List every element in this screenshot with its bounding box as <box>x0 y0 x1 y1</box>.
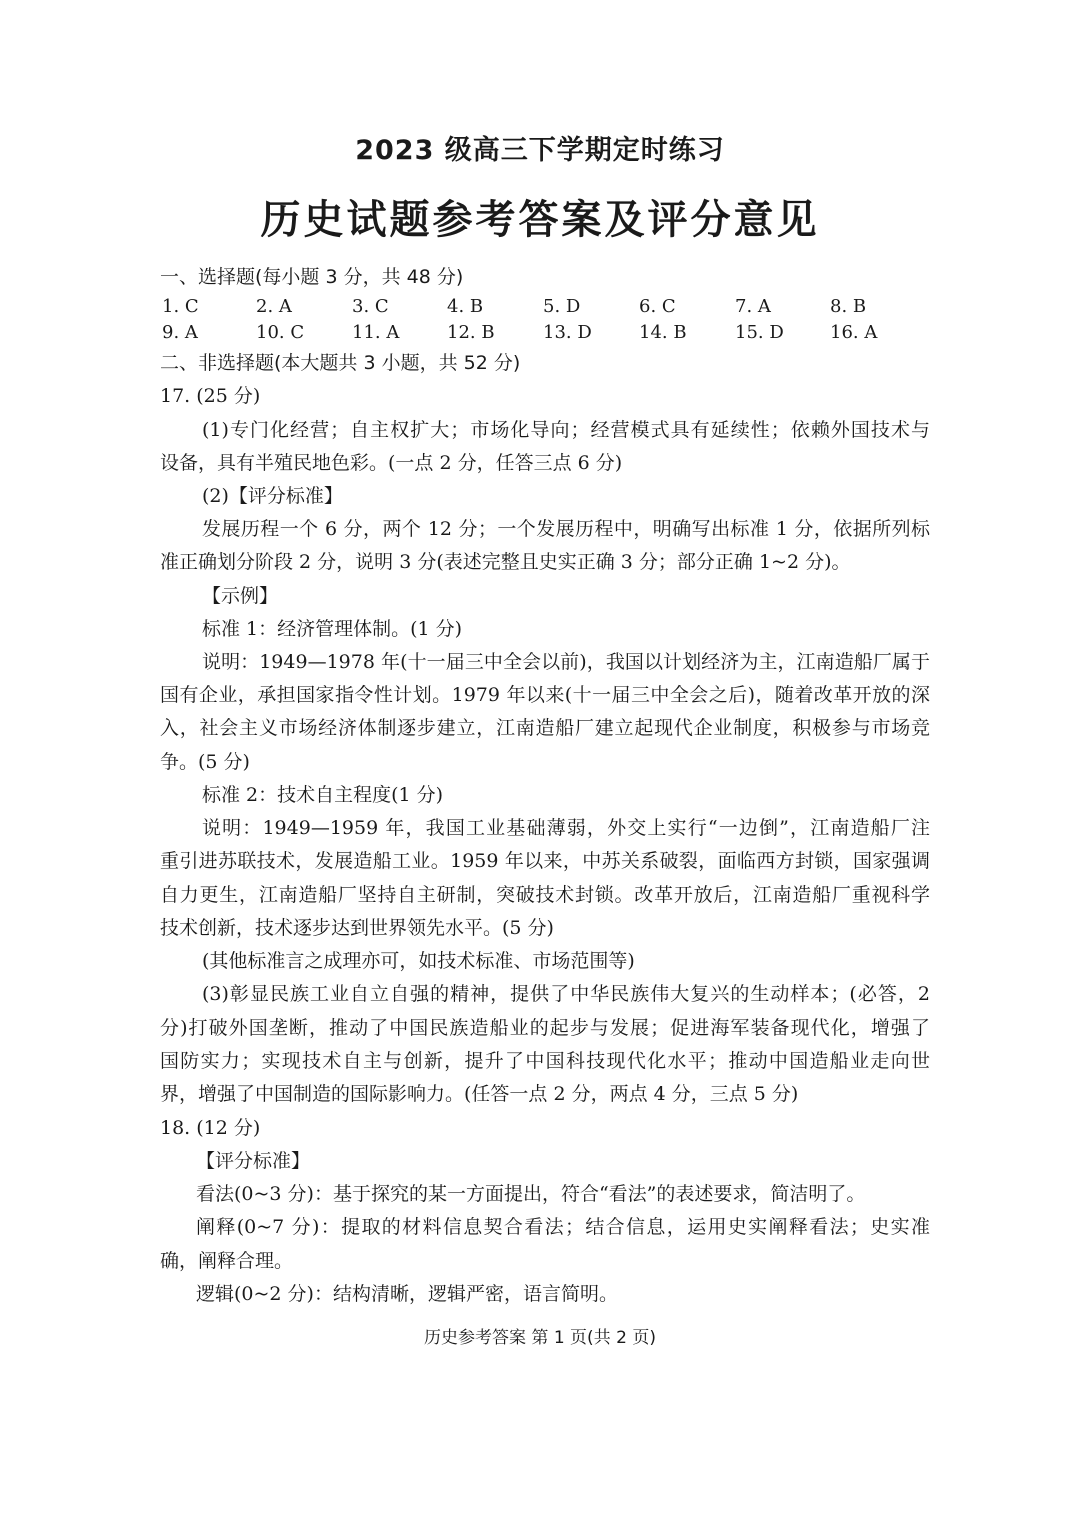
answer-item: 5. D <box>543 296 581 317</box>
section2-heading: 二、非选择题(本大题共 3 小题，共 52 分) <box>160 352 521 374</box>
answer-item: 12. B <box>447 322 495 343</box>
q17-explanation-2-line: 技术创新，技术逐步达到世界领先水平。(5 分) <box>160 917 554 939</box>
q17-other-note: (其他标准言之成理亦可，如技术标准、市场范围等) <box>202 950 635 972</box>
answer-item: 8. B <box>830 296 867 317</box>
q18-explain-line: 确，阐释合理。 <box>160 1250 294 1272</box>
answer-item: 15. D <box>735 322 784 343</box>
q17-part3-line: 分)打破外国垄断，推动了中国民族造船业的起步与发展；促进海军装备现代化，增强了 <box>160 1017 930 1039</box>
q17-part2-line: 准正确划分阶段 2 分，说明 3 分(表述完整且史实正确 3 分；部分正确 1~2 分)。 <box>160 551 851 573</box>
q18-criteria-label: 【评分标准】 <box>196 1150 311 1172</box>
answer-item: 6. C <box>639 296 676 317</box>
answers-row-1 <box>160 296 930 320</box>
page-footer: 历史参考答案 第 1 页(共 2 页) <box>424 1328 656 1348</box>
answer-item: 16. A <box>830 322 878 343</box>
q17-part1-line: 设备，具有半殖民地色彩。(一点 2 分，任答三点 6 分) <box>160 452 623 474</box>
q17-explanation-1-line: 入，社会主义市场经济体制逐步建立，江南造船厂建立起现代企业制度，积极参与市场竞 <box>160 717 930 739</box>
answer-item: 3. C <box>352 296 389 317</box>
q18-label: 18. (12 分) <box>160 1117 261 1139</box>
section1-heading: 一、选择题(每小题 3 分，共 48 分) <box>160 266 464 288</box>
answer-item: 11. A <box>352 322 400 343</box>
answer-item: 10. C <box>256 322 305 343</box>
q17-explanation-1-line: 国有企业，承担国家指令性计划。1979 年以来(十一届三中全会之后)，随着改革开放的深 <box>160 684 930 706</box>
q17-part2-line: 发展历程一个 6 分，两个 12 分；一个发展历程中，明确写出标准 1 分，依据所列标 <box>202 518 930 540</box>
q17-label: 17. (25 分) <box>160 385 261 407</box>
q17-explanation-2-line: 重引进苏联技术，发展造船工业。1959 年以来，中苏关系破裂，面临西方封锁，国家强调 <box>160 850 930 872</box>
document-title: 历史试题参考答案及评分意见 <box>260 197 820 243</box>
q18-explain-line: 阐释(0~7 分)：提取的材料信息契合看法；结合信息，运用史实阐释看法；史实准 <box>196 1216 930 1238</box>
answer-item: 9. A <box>162 322 198 343</box>
answer-item: 7. A <box>735 296 771 317</box>
q18-logic: 逻辑(0~2 分)：结构清晰，逻辑严密，语言简明。 <box>196 1283 618 1305</box>
q17-explanation-1-line: 争。(5 分) <box>160 751 250 773</box>
answer-item: 14. B <box>639 322 687 343</box>
answer-item: 13. D <box>543 322 592 343</box>
q17-part3-line: (3)彰显民族工业自立自强的精神，提供了中华民族伟大复兴的生动样本；(必答，2 <box>202 983 930 1005</box>
q17-explanation-2-line: 说明：1949—1959 年，我国工业基础薄弱，外交上实行“一边倒”，江南造船厂注 <box>202 817 930 839</box>
q18-view: 看法(0~3 分)：基于探究的某一方面提出，符合“看法”的表述要求，简洁明了。 <box>196 1183 866 1205</box>
answers-row-2 <box>160 322 930 346</box>
q17-standard-1: 标准 1：经济管理体制。(1 分) <box>202 618 463 640</box>
answer-item: 1. C <box>162 296 199 317</box>
answer-item: 2. A <box>256 296 292 317</box>
exam-title: 2023 级高三下学期定时练习 <box>355 135 725 166</box>
q17-part3-line: 国防实力；实现技术自主与创新，提升了中国科技现代化水平；推动中国造船业走向世 <box>160 1050 930 1072</box>
q17-explanation-1-line: 说明：1949—1978 年(十一届三中全会以前)，我国以计划经济为主，江南造船厂属于 <box>202 651 930 673</box>
q17-standard-2: 标准 2：技术自主程度(1 分) <box>202 784 444 806</box>
q17-part1-line: (1)专门化经营；自主权扩大；市场化导向；经营模式具有延续性；依赖外国技术与 <box>202 419 930 441</box>
q17-part2-label: (2)【评分标准】 <box>202 485 343 507</box>
q17-part3-line: 界，增强了中国制造的国际影响力。(任答一点 2 分，两点 4 分，三点 5 分) <box>160 1083 799 1105</box>
q17-example-label: 【示例】 <box>202 585 279 607</box>
q17-explanation-2-line: 自力更生，江南造船厂坚持自主研制，突破技术封锁。改革开放后，江南造船厂重视科学 <box>160 884 930 906</box>
answer-item: 4. B <box>447 296 484 317</box>
